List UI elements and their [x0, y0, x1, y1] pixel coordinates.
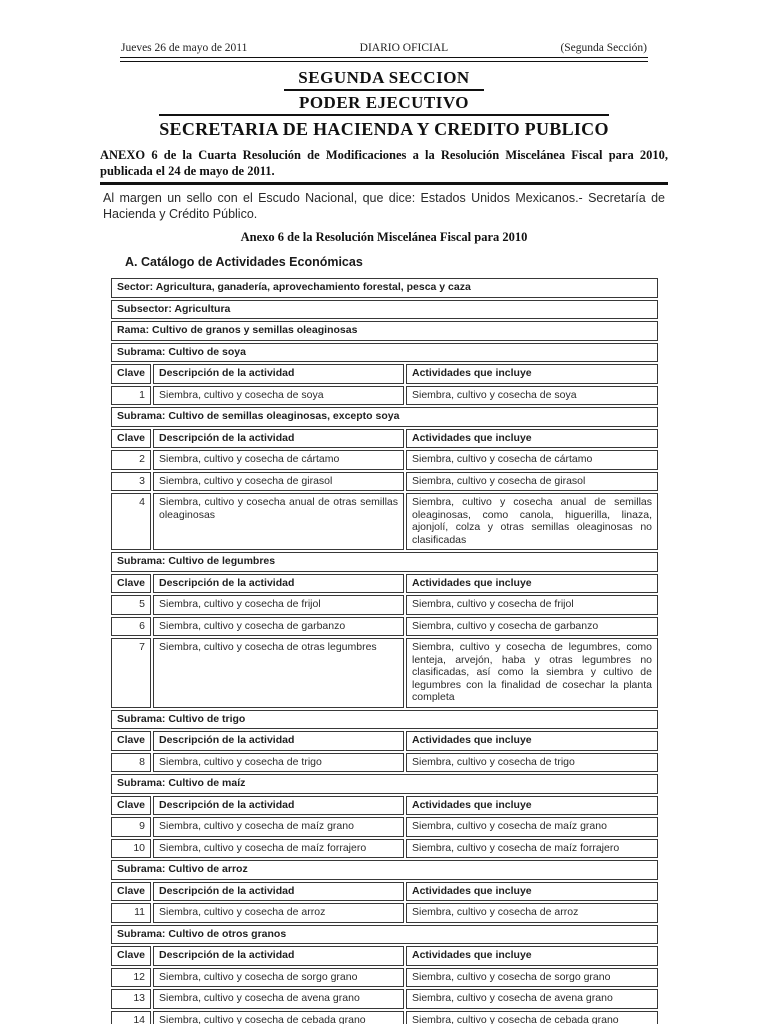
- clave-cell: 13: [111, 989, 151, 1009]
- clave-cell: 1: [111, 386, 151, 406]
- clave-cell: 3: [111, 472, 151, 492]
- act-cell: Siembra, cultivo y cosecha de soya: [406, 386, 658, 406]
- header-double-rule: [120, 57, 648, 62]
- column-header-row: [111, 574, 658, 594]
- activity-row: [111, 817, 658, 837]
- desc-cell: Siembra, cultivo y cosecha anual de otras semillas oleaginosas: [153, 493, 404, 550]
- act-cell: Siembra, cultivo y cosecha de trigo: [406, 753, 658, 773]
- thick-rule: [100, 182, 668, 185]
- clave-cell: 8: [111, 753, 151, 773]
- clave-cell: 7: [111, 638, 151, 708]
- desc-cell: Siembra, cultivo y cosecha de trigo: [153, 753, 404, 773]
- column-header-descripcion: Descripción de la actividad: [153, 731, 404, 751]
- desc-cell: Siembra, cultivo y cosecha de sorgo grano: [153, 968, 404, 988]
- rama-row: [111, 321, 658, 341]
- running-head-publication: DIARIO OFICIAL: [359, 42, 449, 54]
- subrama-cell: Subrama: Cultivo de legumbres: [111, 552, 658, 572]
- desc-cell: Siembra, cultivo y cosecha de soya: [153, 386, 404, 406]
- clave-cell: 12: [111, 968, 151, 988]
- subrama-cell: Subrama: Cultivo de maíz: [111, 774, 658, 794]
- column-header-clave: Clave: [111, 731, 151, 751]
- subrama-cell: Subrama: Cultivo de soya: [111, 343, 658, 363]
- column-header-clave: Clave: [111, 429, 151, 449]
- clave-cell: 14: [111, 1011, 151, 1024]
- desc-cell: Siembra, cultivo y cosecha de cebada grano: [153, 1011, 404, 1024]
- column-header-clave: Clave: [111, 946, 151, 966]
- column-header-row: [111, 796, 658, 816]
- rama-cell: Rama: Cultivo de granos y semillas oleaginosas: [111, 321, 658, 341]
- act-cell: Siembra, cultivo y cosecha de legumbres, como lenteja, arvejón, haba y otras legumbres no clasificadas, así como la siembra y cultivo de legumbres con la finalidad de cosechar la planta completa: [406, 638, 658, 708]
- desc-cell: Siembra, cultivo y cosecha de maíz forrajero: [153, 839, 404, 859]
- activity-row: [111, 968, 658, 988]
- column-header-descripcion: Descripción de la actividad: [153, 796, 404, 816]
- clave-cell: 4: [111, 493, 151, 550]
- column-header-actividades: Actividades que incluye: [406, 574, 658, 594]
- act-cell: Siembra, cultivo y cosecha de maíz grano: [406, 817, 658, 837]
- column-header-actividades: Actividades que incluye: [406, 796, 658, 816]
- act-cell: Siembra, cultivo y cosecha de garbanzo: [406, 617, 658, 637]
- sector-cell: Sector: Agricultura, ganadería, aprovechamiento forestal, pesca y caza: [111, 278, 658, 298]
- subrama-row: [111, 860, 658, 880]
- act-cell: Siembra, cultivo y cosecha de sorgo grano: [406, 968, 658, 988]
- activity-row: [111, 450, 658, 470]
- anexo-paragraph: ANEXO 6 de la Cuarta Resolución de Modificaciones a la Resolución Miscelánea Fiscal para 2010, publicada el 24 de mayo de 2011.: [100, 148, 668, 178]
- column-header-actividades: Actividades que incluye: [406, 946, 658, 966]
- desc-cell: Siembra, cultivo y cosecha de maíz grano: [153, 817, 404, 837]
- clave-cell: 2: [111, 450, 151, 470]
- column-header-descripcion: Descripción de la actividad: [153, 882, 404, 902]
- annex-subtitle: Anexo 6 de la Resolución Miscelánea Fiscal para 2010: [240, 230, 528, 244]
- masthead-section-title: SEGUNDA SECCION: [284, 68, 483, 91]
- column-header-actividades: Actividades que incluye: [406, 429, 658, 449]
- column-header-descripcion: Descripción de la actividad: [153, 574, 404, 594]
- clave-cell: 10: [111, 839, 151, 859]
- masthead-agency-title: SECRETARIA DE HACIENDA Y CREDITO PUBLICO: [159, 119, 609, 139]
- running-head-date: Jueves 26 de mayo de 2011: [121, 42, 248, 54]
- activity-row: [111, 753, 658, 773]
- subrama-row: [111, 774, 658, 794]
- column-header-row: [111, 364, 658, 384]
- activity-row: [111, 617, 658, 637]
- activity-row: [111, 386, 658, 406]
- subrama-row: [111, 407, 658, 427]
- desc-cell: Siembra, cultivo y cosecha de cártamo: [153, 450, 404, 470]
- column-header-actividades: Actividades que incluye: [406, 882, 658, 902]
- column-header-clave: Clave: [111, 882, 151, 902]
- activity-row: [111, 989, 658, 1009]
- column-header-clave: Clave: [111, 574, 151, 594]
- column-header-clave: Clave: [111, 796, 151, 816]
- activity-row: [111, 638, 658, 708]
- masthead-branch-title: PODER EJECUTIVO: [159, 92, 609, 116]
- subrama-row: [111, 552, 658, 572]
- desc-cell: Siembra, cultivo y cosecha de arroz: [153, 903, 404, 923]
- catalog-table: [109, 276, 660, 1024]
- activity-row: [111, 472, 658, 492]
- subrama-cell: Subrama: Cultivo de otros granos: [111, 925, 658, 945]
- desc-cell: Siembra, cultivo y cosecha de frijol: [153, 595, 404, 615]
- subrama-row: [111, 925, 658, 945]
- activity-row: [111, 493, 658, 550]
- margin-seal-paragraph: Al margen un sello con el Escudo Nacional, que dice: Estados Unidos Mexicanos.- Secretaría de Hacienda y Crédito Público.: [103, 191, 665, 221]
- desc-cell: Siembra, cultivo y cosecha de garbanzo: [153, 617, 404, 637]
- column-header-clave: Clave: [111, 364, 151, 384]
- running-head: [121, 42, 647, 54]
- act-cell: Siembra, cultivo y cosecha de avena grano: [406, 989, 658, 1009]
- column-header-actividades: Actividades que incluye: [406, 364, 658, 384]
- act-cell: Siembra, cultivo y cosecha de cebada grano: [406, 1011, 658, 1024]
- subrama-row: [111, 343, 658, 363]
- sector-row: [111, 278, 658, 298]
- act-cell: Siembra, cultivo y cosecha anual de semillas oleaginosas, como canola, higuerilla, linaza, ajonjolí, colza y otras semillas oleaginosas no clasificadas: [406, 493, 658, 550]
- desc-cell: Siembra, cultivo y cosecha de girasol: [153, 472, 404, 492]
- subsector-row: [111, 300, 658, 320]
- column-header-row: [111, 731, 658, 751]
- clave-cell: 11: [111, 903, 151, 923]
- activity-row: [111, 903, 658, 923]
- column-header-descripcion: Descripción de la actividad: [153, 946, 404, 966]
- desc-cell: Siembra, cultivo y cosecha de avena grano: [153, 989, 404, 1009]
- catalog-heading: A. Catálogo de Actividades Económicas: [125, 255, 363, 269]
- subrama-row: [111, 710, 658, 730]
- act-cell: Siembra, cultivo y cosecha de arroz: [406, 903, 658, 923]
- column-header-descripcion: Descripción de la actividad: [153, 364, 404, 384]
- act-cell: Siembra, cultivo y cosecha de frijol: [406, 595, 658, 615]
- activity-row: [111, 839, 658, 859]
- clave-cell: 5: [111, 595, 151, 615]
- running-head-section: (Segunda Sección): [560, 42, 647, 54]
- desc-cell: Siembra, cultivo y cosecha de otras legumbres: [153, 638, 404, 708]
- subrama-cell: Subrama: Cultivo de semillas oleaginosas, excepto soya: [111, 407, 658, 427]
- clave-cell: 9: [111, 817, 151, 837]
- act-cell: Siembra, cultivo y cosecha de cártamo: [406, 450, 658, 470]
- act-cell: Siembra, cultivo y cosecha de girasol: [406, 472, 658, 492]
- clave-cell: 6: [111, 617, 151, 637]
- column-header-descripcion: Descripción de la actividad: [153, 429, 404, 449]
- act-cell: Siembra, cultivo y cosecha de maíz forrajero: [406, 839, 658, 859]
- column-header-actividades: Actividades que incluye: [406, 731, 658, 751]
- activity-row: [111, 595, 658, 615]
- subsector-cell: Subsector: Agricultura: [111, 300, 658, 320]
- subrama-cell: Subrama: Cultivo de arroz: [111, 860, 658, 880]
- column-header-row: [111, 429, 658, 449]
- column-header-row: [111, 946, 658, 966]
- masthead: [0, 68, 768, 140]
- column-header-row: [111, 882, 658, 902]
- subrama-cell: Subrama: Cultivo de trigo: [111, 710, 658, 730]
- activity-row: [111, 1011, 658, 1024]
